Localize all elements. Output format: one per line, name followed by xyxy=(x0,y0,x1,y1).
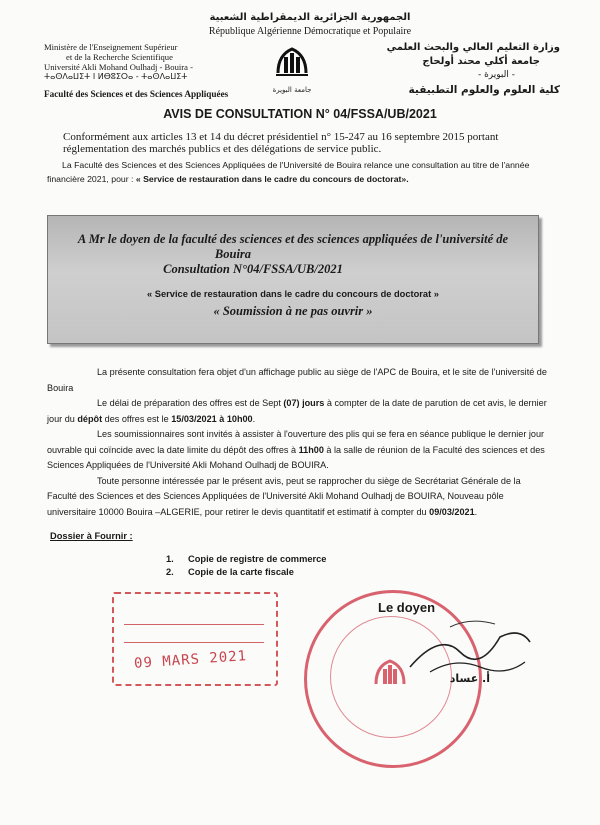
dossier-heading: Dossier à Fournir : xyxy=(50,531,133,541)
document-title: AVIS DE CONSULTATION N° 04/FSSA/UB/2021 xyxy=(163,107,437,121)
box-consultation-ref: Consultation N°04/FSSA/UB/2021 xyxy=(163,262,343,276)
stamp-date: 09 MARS 2021 xyxy=(133,648,248,672)
paragraph-deadline: Le délai de préparation des offres est de Sept (07) jours à compter de la date de parution de cet avis, le dernier jour du dépôt des offres est le 15/03/2021 à 10h00. xyxy=(47,398,547,424)
registration-stamp xyxy=(112,592,278,686)
paragraph-contact: Toute personne intéressée par le présent avis, peut se rapprocher du siège de Secrétariat Générale de la Faculté des Sciences et des Sciences Appliquées de l'Université Akli Mohand Oulhadj de BOUIRA, Nouveau pôle universitaire 10000 Bouira –ALGERIE, pour retirer le devis quantitatif et estimatif à compter du 09/03/2021. xyxy=(47,475,521,517)
box-city-line: Bouira xyxy=(214,247,252,261)
box-do-not-open: « Soumission à ne pas ouvrir » xyxy=(213,304,373,318)
faculty-arabic: كلية العلوم والعلوم التطبيقية xyxy=(408,84,560,96)
dossier-list xyxy=(166,553,326,579)
logo-caption: جامعة البويرة xyxy=(272,86,312,94)
ministry-arabic: وزارة التعليم العالي والبحث العلمي xyxy=(386,42,560,53)
envelope-box xyxy=(47,215,539,344)
logo-emblem-icon xyxy=(270,43,314,87)
university-arabic: جامعة أكلي محند أولحاج xyxy=(422,56,540,67)
university-logo xyxy=(270,43,314,87)
body-text xyxy=(47,365,552,520)
stamp-line xyxy=(124,642,264,643)
signature-title: Le doyen xyxy=(378,600,436,615)
intro-service-name: « Service de restauration dans le cadre du concours de doctorat». xyxy=(135,174,409,184)
intro-relance xyxy=(47,158,557,186)
paragraph-opening: Les soumissionnaires sont invités à assister à l'ouverture des plis qui se fera en séance publique le dernier jour ouvrable qui coïncide avec la date limite du dépôt des offres à 11h00 à la salle de réunion de la Faculté des sciences et des Sciences Appliquées de l'Université Akli Mohand Oulhadj de BOUIRA. xyxy=(47,429,545,470)
paragraph-publication: La présente consultation fera objet d'un affichage public au siège de l'APC de Bouira, et le site de l'université de Bouira xyxy=(47,367,547,393)
header-arabic-republic: الجمهورية الجزائرية الديمقراطية الشعبية xyxy=(209,12,411,23)
header-french-republic: République Algérienne Démocratique et Populaire xyxy=(208,26,412,37)
box-addressee-line: A Mr le doyen de la faculté des sciences et des sciences appliquées de l'université de xyxy=(77,232,509,246)
university-name-tifinagh: ⵜⴰⵙⴷⴰⵡⵉⵜ ⵏ ⵍⴱⵓⵉⵔⴰ - ⵜⴰⵙⴷⴰⵡⵉⵜ xyxy=(44,72,188,81)
dossier-item: 2. Copie de la carte fiscale xyxy=(166,567,294,577)
box-service-line: « Service de restauration dans le cadre du concours de doctorat » xyxy=(147,289,439,299)
signatory-name: أ. عساد xyxy=(449,672,490,685)
ministry-line-2: et de la Recherche Scientifique xyxy=(66,52,173,62)
intro-paragraph: Conformément aux articles 13 et 14 du décret présidentiel n° 15-247 au 16 septembre 2015 portant réglementation des marchés publics et des délégations de service public. xyxy=(63,131,499,155)
city-arabic: - البويرة - xyxy=(477,70,515,80)
stamp-line xyxy=(124,624,264,625)
dossier-item: 1. Copie de registre de commerce xyxy=(166,554,327,564)
faculty-name-fr: Faculté des Sciences et des Sciences Appliquées xyxy=(44,89,229,99)
intro-relance-text: La Faculté des Sciences et des Sciences Appliquées de l'Université de Bouira relance une consultation au titre de l'année financière 2021, pour : xyxy=(47,160,530,184)
ministry-line-1: Ministère de l'Enseignement Supérieur xyxy=(44,42,178,52)
university-name-fr: Université Akli Mohand Oulhadj - Bouira - xyxy=(44,62,193,72)
